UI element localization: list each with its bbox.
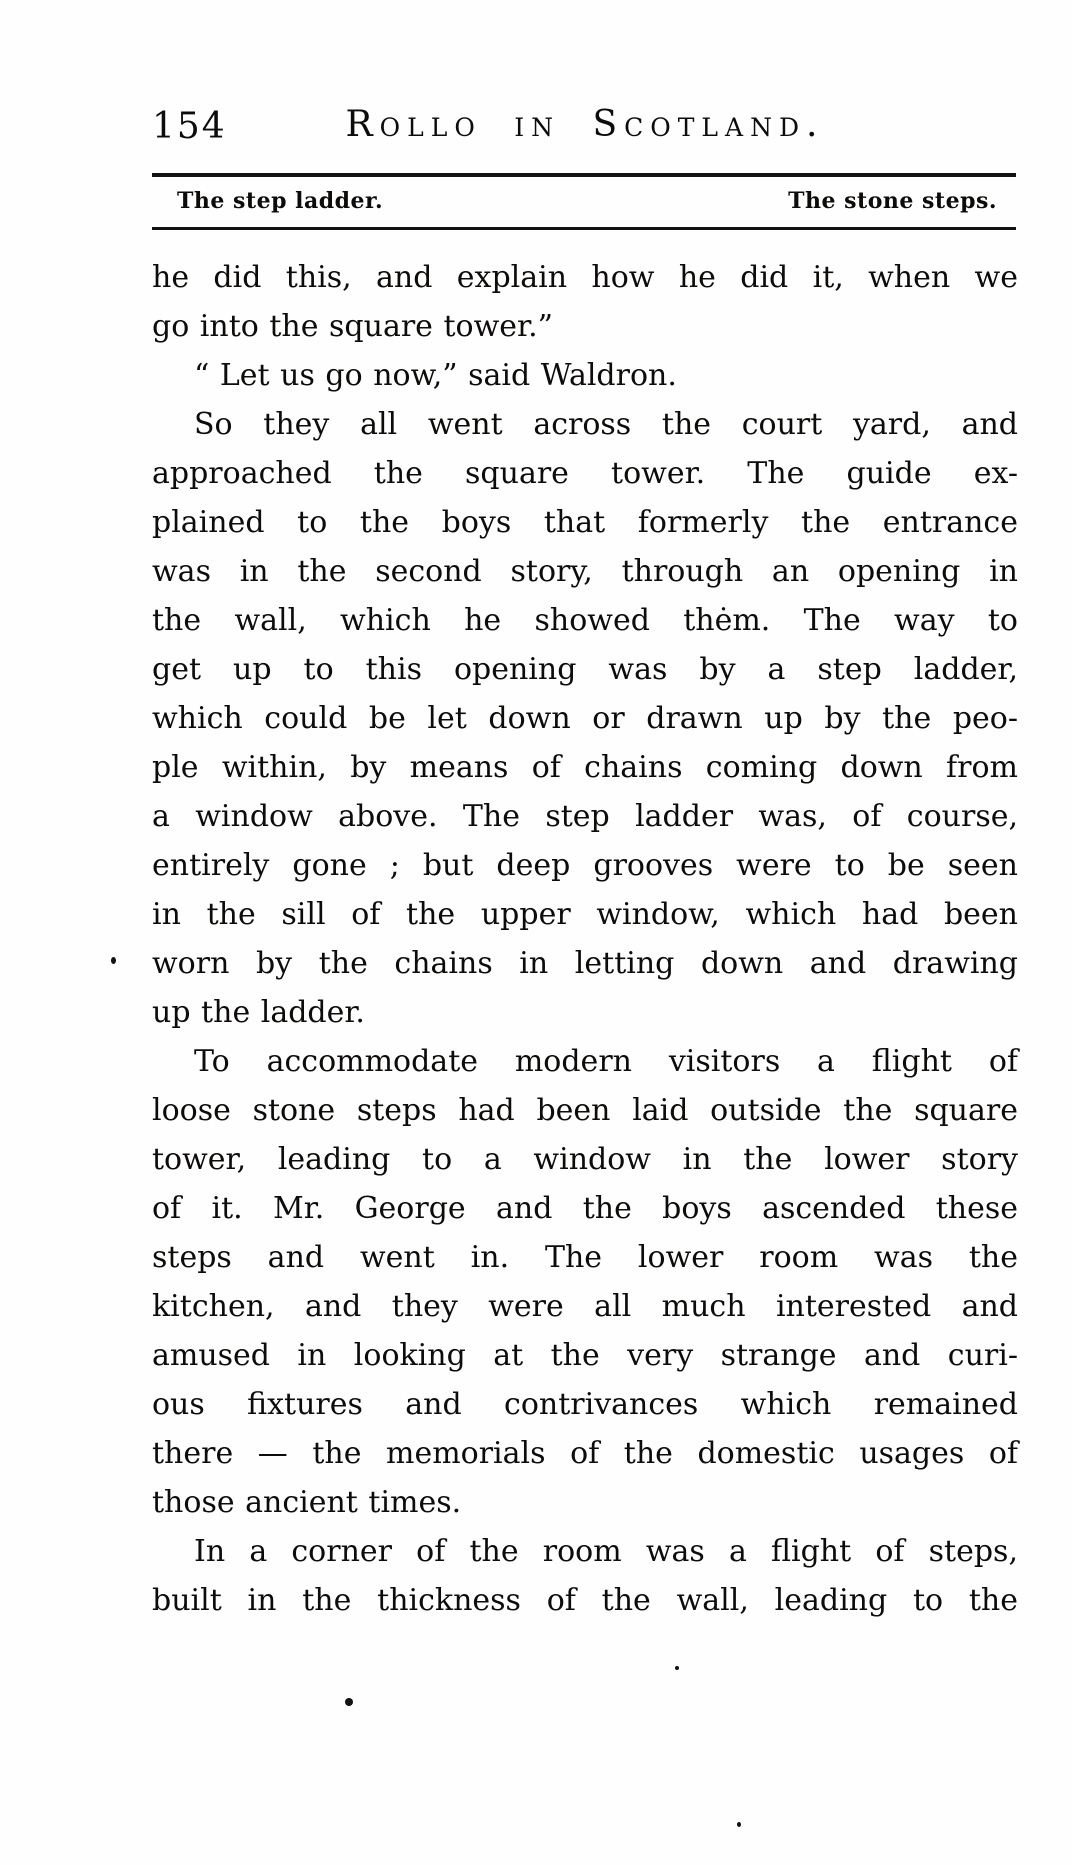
text-line: of it. Mr. George and the boys ascended these	[152, 1191, 1018, 1226]
text-line: was in the second story, through an opening in	[152, 554, 1018, 589]
text-line: To accommodate modern visitors a flight of	[194, 1044, 1018, 1079]
text-line: approached the square tower. The guide ex-	[152, 456, 1018, 491]
ink-speck	[345, 1698, 353, 1706]
text-line: kitchen, and they were all much interested and	[152, 1289, 1018, 1324]
text-line: those ancient times.	[152, 1485, 462, 1520]
text-line: the wall, which he showed thėm. The way to	[152, 603, 1018, 638]
header-rule-bottom	[152, 227, 1016, 230]
text-line: plained to the boys that formerly the entrance	[152, 505, 1018, 540]
text-line: in the sill of the upper window, which had been	[152, 897, 1018, 932]
text-line: worn by the chains in letting down and drawing	[152, 946, 1018, 981]
text-line: So they all went across the court yard, and	[194, 407, 1018, 442]
text-line: ous fixtures and contrivances which remained	[152, 1387, 1018, 1422]
ink-speck	[111, 957, 116, 964]
ink-speck	[675, 1666, 679, 1670]
text-line: amused in looking at the very strange and curi-	[152, 1338, 1018, 1373]
text-line: built in the thickness of the wall, leading to the	[152, 1583, 1018, 1618]
text-line: up the ladder.	[152, 995, 365, 1030]
page-title: Rollo in Scotland.	[345, 104, 825, 145]
running-head-right: The stone steps.	[788, 188, 997, 214]
text-line: entirely gone ; but deep grooves were to be seen	[152, 848, 1018, 883]
text-line: loose stone steps had been laid outside the square	[152, 1093, 1018, 1128]
header-rule-top	[152, 173, 1016, 177]
text-line: there — the memorials of the domestic usages of	[152, 1436, 1018, 1471]
text-line: In a corner of the room was a flight of steps,	[194, 1534, 1018, 1569]
text-line: a window above. The step ladder was, of course,	[152, 799, 1018, 834]
running-head-left: The step ladder.	[177, 188, 384, 214]
text-line: ple within, by means of chains coming down from	[152, 750, 1018, 785]
body-text	[152, 253, 1018, 1625]
text-line: get up to this opening was by a step ladder,	[152, 652, 1018, 687]
text-line: steps and went in. The lower room was the	[152, 1240, 1018, 1275]
text-line: tower, leading to a window in the lower story	[152, 1142, 1018, 1177]
text-line: “ Let us go now,” said Waldron.	[194, 358, 677, 393]
page-number: 154	[152, 106, 227, 147]
page-header	[152, 104, 1018, 148]
text-line: he did this, and explain how he did it, when we	[152, 260, 1018, 295]
running-heads	[152, 186, 1018, 218]
text-line: which could be let down or drawn up by the peo-	[152, 701, 1018, 736]
text-line: go into the square tower.”	[152, 309, 553, 344]
ink-speck	[737, 1822, 741, 1827]
